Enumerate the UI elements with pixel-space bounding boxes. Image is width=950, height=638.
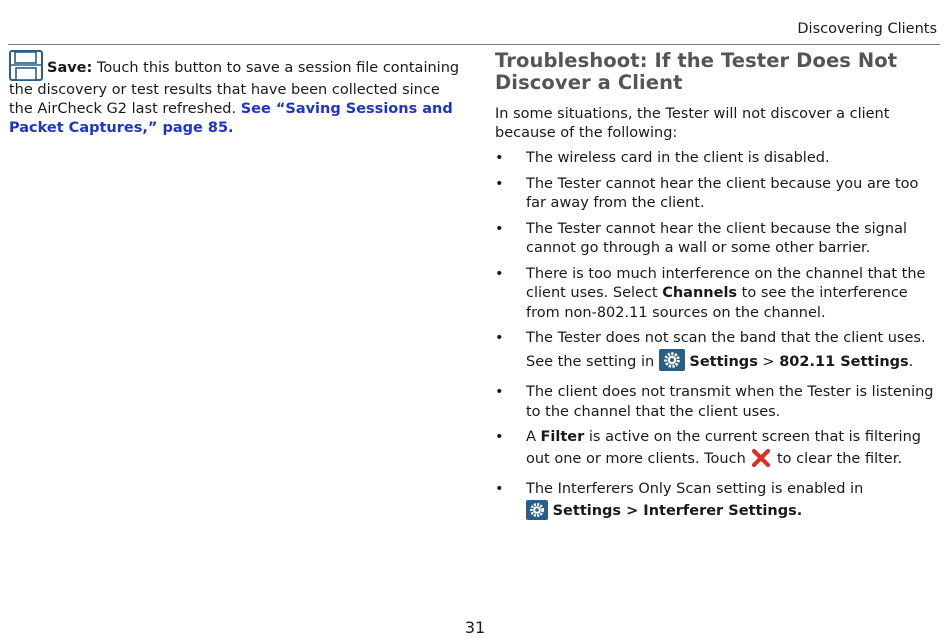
cause-list: [495, 149, 940, 526]
list-item-text: There is too much interference on the channel that the client uses. Select: [526, 265, 926, 301]
list-item-text: >: [757, 353, 780, 370]
left-column: [9, 50, 464, 138]
list-item-text: to clear the filter.: [772, 450, 902, 467]
bullet: •: [495, 429, 504, 445]
list-item-text: A: [526, 429, 541, 445]
list-item: [495, 175, 940, 214]
close-icon: [750, 448, 772, 475]
save-icon[interactable]: [9, 50, 43, 81]
list-item: [495, 480, 940, 526]
gear-icon: [526, 500, 548, 527]
save-description: Touch this button to save a session file containing the discovery or test results that have been collected since the AirCheck G2 last refreshed.: [9, 60, 460, 117]
list-item: [495, 383, 940, 422]
list-item-text: The Interferers Only Scan setting is enabled in: [526, 481, 864, 497]
list-item-text: .: [908, 353, 914, 370]
gear-icon: [659, 349, 685, 378]
channels-term: Channels: [662, 285, 738, 301]
list-item: [495, 428, 940, 474]
save-label: Save:: [47, 60, 93, 76]
list-item: [495, 149, 940, 169]
80211-settings-term: 802.11 Settings: [779, 353, 909, 370]
settings-term: Settings: [689, 353, 758, 370]
bullet: •: [495, 330, 504, 346]
bullet: •: [495, 265, 504, 282]
saving-sessions-link[interactable]: See “Saving Sessions and Packet Captures,” page 85.: [9, 101, 453, 136]
list-item-text: The Tester cannot hear the client because the signal cannot go through a wall or some other barrier.: [526, 220, 907, 256]
bullet: •: [495, 150, 504, 166]
list-item-text: to see the interference from non-802.11 sources on the channel.: [526, 285, 908, 321]
bullet: •: [495, 220, 504, 237]
interferer-settings-term: Settings > Interferer Settings.: [552, 502, 803, 519]
list-item-text: is active on the current screen that is filtering out one or more clients. Touch: [526, 429, 921, 467]
bullet: •: [495, 175, 504, 192]
filter-term: Filter: [540, 429, 585, 445]
intro-paragraph: In some situations, the Tester will not discover a client because of the following:: [495, 106, 890, 141]
list-item-text: The wireless card in the client is disabled.: [526, 150, 830, 166]
list-item: [495, 265, 940, 324]
right-column: [495, 50, 940, 532]
list-item-text: The Tester does not scan the band that the client uses. See the setting in: [526, 330, 926, 370]
bullet: •: [495, 481, 504, 497]
section-heading: Troubleshoot: If the Tester Does Not Discover a Client: [495, 49, 898, 94]
running-header: Discovering Clients: [797, 21, 937, 37]
list-item-text: The client does not transmit when the Tester is listening to the channel that the client uses.: [526, 384, 934, 420]
page-number: 31: [464, 618, 486, 637]
header-rule: [8, 44, 940, 45]
list-item: [495, 329, 940, 377]
list-item-text: The Tester cannot hear the client because you are too far away from the client.: [526, 175, 919, 211]
bullet: •: [495, 384, 504, 400]
list-item: [495, 220, 940, 259]
